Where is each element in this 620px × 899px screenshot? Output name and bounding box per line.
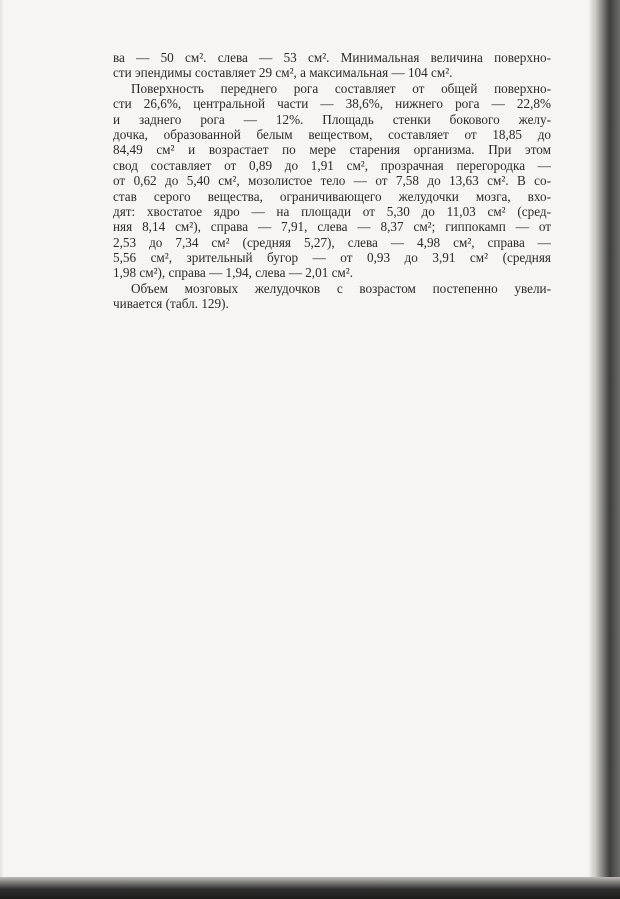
text-line: 2,53 до 7,34 см² (средняя 5,27), слева — 4,98 см², справа — [113,234,551,250]
text-line: чивается (табл. 129). [113,296,229,312]
text-line: дочка, образованной белым веществом, составляет от 18,85 до [113,126,551,142]
text-line: и заднего рога — 12%. Площадь стенки бокового желу- [113,111,551,127]
text-line: сти 26,6%, центральной части — 38,6%, нижнего рога — 22,8% [113,96,551,112]
scan-bottom-edge [0,877,620,899]
text-line: няя 8,14 см²), справа — 7,91, слева — 8,37 см²; гиппокамп — от [113,219,551,235]
text-line: свод составляет от 0,89 до 1,91 см², прозрачная перегородка — [113,157,551,173]
text-line: от 0,62 до 5,40 см², мозолистое тело — от 7,58 до 13,63 см². В со- [113,173,551,189]
text-line: став серого вещества, ограничивающего желудочки мозга, вхо- [113,188,551,204]
body-text [113,50,551,312]
text-line: Поверхность переднего рога составляет от общей поверхно- [131,80,551,96]
text-line: Объем мозговых желудочков с возрастом постепенно увели- [131,280,551,296]
text-line: 5,56 см², зрительный бугор — от 0,93 до 3,91 см² (средняя [113,250,551,266]
text-line: ва — 50 см². слева — 53 см². Минимальная величина поверхно- [113,50,551,65]
text-line: 84,49 см² и возрастает по мере старения организма. При этом [113,142,551,158]
page-left-edge [0,0,4,899]
text-line: сти эпендимы составляет 29 см², а максимальная — 104 см². [113,65,453,81]
text-line: 1,98 см²), справа — 1,94, слева — 2,01 см². [113,265,354,281]
text-line: дят: хвостатое ядро — на площади от 5,30 до 11,03 см² (сред- [113,203,551,219]
book-spine-gutter [594,0,620,899]
